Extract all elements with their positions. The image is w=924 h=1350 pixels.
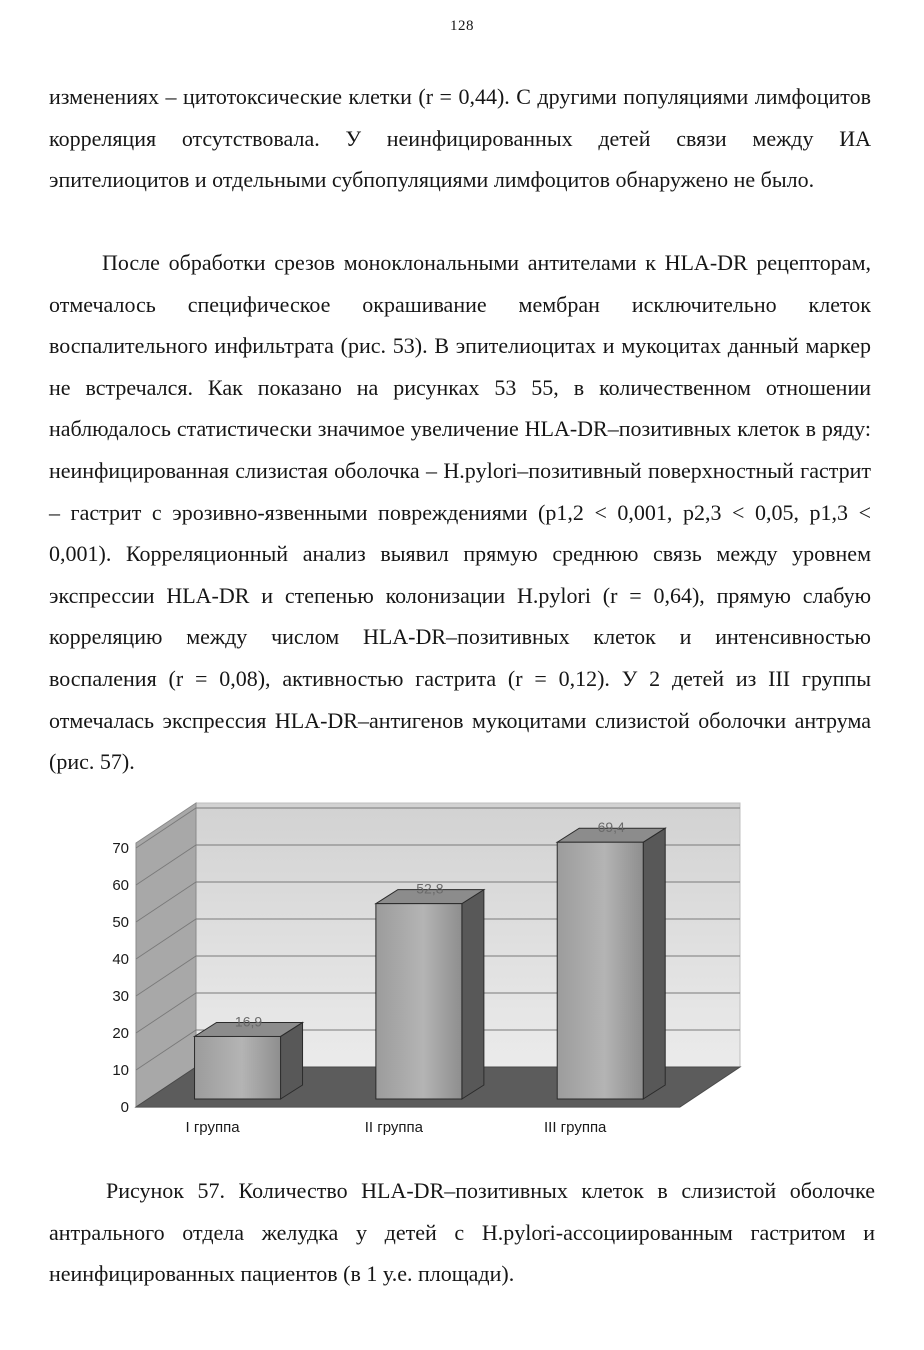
- y-axis-ticks: [112, 840, 129, 1116]
- bar-value-label: 52,8: [416, 880, 444, 897]
- page-number: 128: [450, 18, 474, 34]
- bar-3: [557, 819, 665, 1099]
- bar-value-label: 69,4: [597, 819, 625, 836]
- bar-value-label: 16,9: [234, 1013, 263, 1030]
- y-tick-label: 50: [112, 914, 129, 931]
- y-tick-label: 0: [120, 1099, 129, 1116]
- x-axis-categories: [186, 1119, 608, 1136]
- x-category-label: II группа: [364, 1119, 424, 1136]
- body-paragraph-1: изменениях – цитотоксические клетки (r = 0,44). С другими популяциями лимфоцитов корреляция отсутствовала. У неинфицированных детей связи между ИА эпителиоцитов и отдельными субпопуляциями лимфоцитов обнаружено не было.: [49, 84, 871, 193]
- bar-front: [376, 904, 462, 1099]
- x-category-label: I группа: [185, 1119, 240, 1136]
- bar-front: [557, 842, 643, 1099]
- figure-caption: Рисунок 57. Количество HLA-DR–позитивных клеток в слизистой оболочке антрального отдела желудка у детей с H.pylori-ассоциированным гастритом и неинфицированных пациентов (в 1 у.е. площади).: [49, 1178, 875, 1287]
- y-tick-label: 20: [112, 1025, 129, 1042]
- bar-side: [643, 828, 665, 1099]
- bar-front: [195, 1036, 281, 1099]
- y-tick-label: 70: [112, 840, 129, 857]
- bar-side: [462, 890, 484, 1099]
- y-tick-label: 10: [112, 1062, 129, 1079]
- bar-chart-svg: [98, 795, 758, 1145]
- y-tick-label: 30: [112, 988, 129, 1005]
- figure-57-chart: [98, 795, 758, 1145]
- body-paragraph-2: После обработки срезов моноклональными антителами к HLA-DR рецепторам, отмечалось специфическое окрашивание мембран исключительно клеток воспалительного инфильтрата (рис. 53). В эпителиоцитах и мукоцитах данный маркер не встречался. Как показано на рисунках 53 55, в количественном отношении наблюдалось статистически значимое увеличение HLA-DR–позитивных клеток в ряду: неинфицированная слизистая оболочка – H.pylori–позитивный поверхностный гастрит – гастрит с эрозивно-язвенными повреждениями (p1,2 < 0,001, p2,3 < 0,05, p1,3 < 0,001). Корреляционный анализ выявил прямую среднюю связь между уровнем экспрессии HLA-DR и степенью колонизации H.pylori (r = 0,64), прямую слабую корреляцию между числом HLA-DR–позитивных клеток и интенсивностью воспаления (r = 0,08), активностью гастрита (r = 0,12). У 2 детей из III группы отмечалась экспрессия HLA-DR–антигенов мукоцитами слизистой оболочки антрума (рис. 57).: [49, 250, 871, 775]
- chart-side-wall: [136, 803, 196, 1107]
- y-tick-label: 60: [112, 877, 129, 894]
- bar-2: [376, 881, 484, 1099]
- y-tick-label: 40: [112, 951, 129, 968]
- x-category-label: III группа: [544, 1119, 607, 1136]
- bar-1: [195, 1013, 303, 1099]
